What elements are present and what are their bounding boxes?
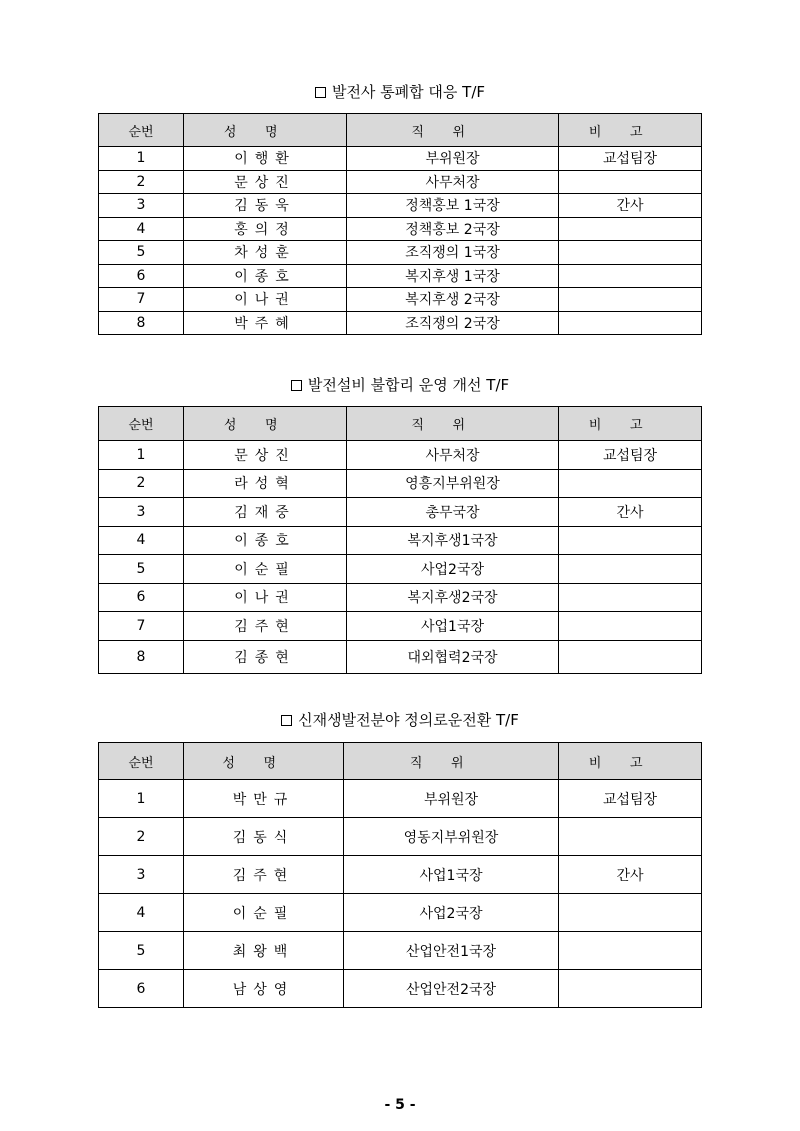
section-title-2: 발전설비 불합리 운영 개선 T/F <box>0 376 800 394</box>
table-row <box>99 526 702 555</box>
table-row <box>99 264 702 288</box>
cell-name: 김동식 <box>184 818 344 856</box>
table-row <box>99 288 702 312</box>
cell-note <box>559 217 702 241</box>
cell-name: 이종호 <box>184 526 347 555</box>
cell-note <box>559 894 702 932</box>
cell-note <box>559 583 702 612</box>
cell-note: 간사 <box>559 856 702 894</box>
cell-position: 사업2국장 <box>344 894 559 932</box>
header-position: 직위 <box>347 114 559 147</box>
header-name: 성명 <box>184 743 344 780</box>
cell-seq: 5 <box>99 555 184 584</box>
cell-position: 조직쟁의 2국장 <box>347 311 559 335</box>
section-title-3: 신재생발전분야 정의로운전환 T/F <box>0 711 800 729</box>
cell-seq: 2 <box>99 469 184 498</box>
table-header-row <box>99 114 702 147</box>
table-row <box>99 441 702 470</box>
cell-name: 김종현 <box>184 640 347 673</box>
table-row <box>99 932 702 970</box>
cell-note <box>559 970 702 1008</box>
cell-note <box>559 170 702 194</box>
cell-name: 박주혜 <box>184 311 347 335</box>
header-name: 성명 <box>184 114 347 147</box>
cell-position: 총무국장 <box>347 498 559 527</box>
cell-seq: 1 <box>99 780 184 818</box>
cell-seq: 1 <box>99 147 184 171</box>
cell-position: 정책홍보 1국장 <box>347 194 559 218</box>
cell-name: 라성혁 <box>184 469 347 498</box>
cell-name: 이순필 <box>184 555 347 584</box>
cell-note <box>559 241 702 265</box>
table-row <box>99 311 702 335</box>
cell-seq: 6 <box>99 970 184 1008</box>
table-row <box>99 170 702 194</box>
cell-name: 이나권 <box>184 288 347 312</box>
table-header-row <box>99 743 702 780</box>
header-name: 성명 <box>184 407 347 441</box>
cell-note <box>559 612 702 641</box>
cell-position: 복지후생1국장 <box>347 526 559 555</box>
tf-table-1 <box>98 113 702 335</box>
cell-name: 이종호 <box>184 264 347 288</box>
table-row <box>99 583 702 612</box>
cell-position: 복지후생 1국장 <box>347 264 559 288</box>
cell-note <box>559 640 702 673</box>
cell-seq: 8 <box>99 640 184 673</box>
cell-seq: 3 <box>99 856 184 894</box>
table-row <box>99 612 702 641</box>
cell-name: 박만규 <box>184 780 344 818</box>
cell-note: 교섭팀장 <box>559 147 702 171</box>
cell-seq: 2 <box>99 170 184 194</box>
cell-position: 사무처장 <box>347 170 559 194</box>
table-row <box>99 894 702 932</box>
checkbox-square-icon <box>291 380 302 391</box>
cell-seq: 5 <box>99 241 184 265</box>
cell-name: 홍의정 <box>184 217 347 241</box>
table-row <box>99 856 702 894</box>
checkbox-square-icon <box>281 715 292 726</box>
cell-position: 산업안전2국장 <box>344 970 559 1008</box>
cell-name: 이순필 <box>184 894 344 932</box>
cell-position: 정책홍보 2국장 <box>347 217 559 241</box>
cell-name: 김주현 <box>184 856 344 894</box>
header-position: 직위 <box>344 743 559 780</box>
header-note: 비고 <box>559 114 702 147</box>
cell-note <box>559 555 702 584</box>
cell-seq: 7 <box>99 612 184 641</box>
cell-position: 사업1국장 <box>347 612 559 641</box>
cell-note <box>559 311 702 335</box>
table-row <box>99 780 702 818</box>
header-seq: 순번 <box>99 114 184 147</box>
cell-position: 부위원장 <box>347 147 559 171</box>
tf-table-2 <box>98 406 702 674</box>
cell-name: 김동욱 <box>184 194 347 218</box>
cell-name: 문상진 <box>184 170 347 194</box>
cell-name: 김재중 <box>184 498 347 527</box>
table-row <box>99 970 702 1008</box>
header-note: 비고 <box>559 407 702 441</box>
cell-position: 복지후생 2국장 <box>347 288 559 312</box>
cell-position: 부위원장 <box>344 780 559 818</box>
cell-position: 사업1국장 <box>344 856 559 894</box>
cell-seq: 1 <box>99 441 184 470</box>
cell-note <box>559 932 702 970</box>
table-row <box>99 147 702 171</box>
cell-note: 교섭팀장 <box>559 441 702 470</box>
table-row <box>99 640 702 673</box>
cell-seq: 5 <box>99 932 184 970</box>
cell-name: 문상진 <box>184 441 347 470</box>
cell-seq: 4 <box>99 894 184 932</box>
cell-position: 영흥지부위원장 <box>347 469 559 498</box>
cell-name: 남상영 <box>184 970 344 1008</box>
cell-seq: 6 <box>99 583 184 612</box>
cell-seq: 7 <box>99 288 184 312</box>
cell-note: 간사 <box>559 498 702 527</box>
cell-note: 교섭팀장 <box>559 780 702 818</box>
table-row <box>99 194 702 218</box>
cell-seq: 6 <box>99 264 184 288</box>
cell-name: 차성훈 <box>184 241 347 265</box>
table-header-row <box>99 407 702 441</box>
cell-note <box>559 264 702 288</box>
cell-position: 복지후생2국장 <box>347 583 559 612</box>
cell-seq: 3 <box>99 498 184 527</box>
section-title-1: 발전사 통폐합 대응 T/F <box>0 83 800 101</box>
cell-name: 김주현 <box>184 612 347 641</box>
cell-position: 사무처장 <box>347 441 559 470</box>
cell-seq: 8 <box>99 311 184 335</box>
cell-position: 사업2국장 <box>347 555 559 584</box>
tf-table-3 <box>98 742 702 1008</box>
cell-seq: 4 <box>99 526 184 555</box>
page-number: - 5 - <box>384 1097 416 1113</box>
cell-position: 산업안전1국장 <box>344 932 559 970</box>
checkbox-square-icon <box>315 87 326 98</box>
table-row <box>99 469 702 498</box>
table-row <box>99 241 702 265</box>
cell-seq: 3 <box>99 194 184 218</box>
cell-note <box>559 818 702 856</box>
cell-position: 영동지부위원장 <box>344 818 559 856</box>
table-row <box>99 555 702 584</box>
cell-seq: 4 <box>99 217 184 241</box>
cell-position: 대외협력2국장 <box>347 640 559 673</box>
cell-position: 조직쟁의 1국장 <box>347 241 559 265</box>
header-position: 직위 <box>347 407 559 441</box>
table-row <box>99 217 702 241</box>
header-note: 비고 <box>559 743 702 780</box>
cell-note <box>559 469 702 498</box>
header-seq: 순번 <box>99 407 184 441</box>
table-row <box>99 818 702 856</box>
header-seq: 순번 <box>99 743 184 780</box>
cell-name: 최왕백 <box>184 932 344 970</box>
cell-note <box>559 526 702 555</box>
cell-name: 이나권 <box>184 583 347 612</box>
cell-seq: 2 <box>99 818 184 856</box>
cell-name: 이행환 <box>184 147 347 171</box>
cell-note <box>559 288 702 312</box>
table-row <box>99 498 702 527</box>
cell-note: 간사 <box>559 194 702 218</box>
